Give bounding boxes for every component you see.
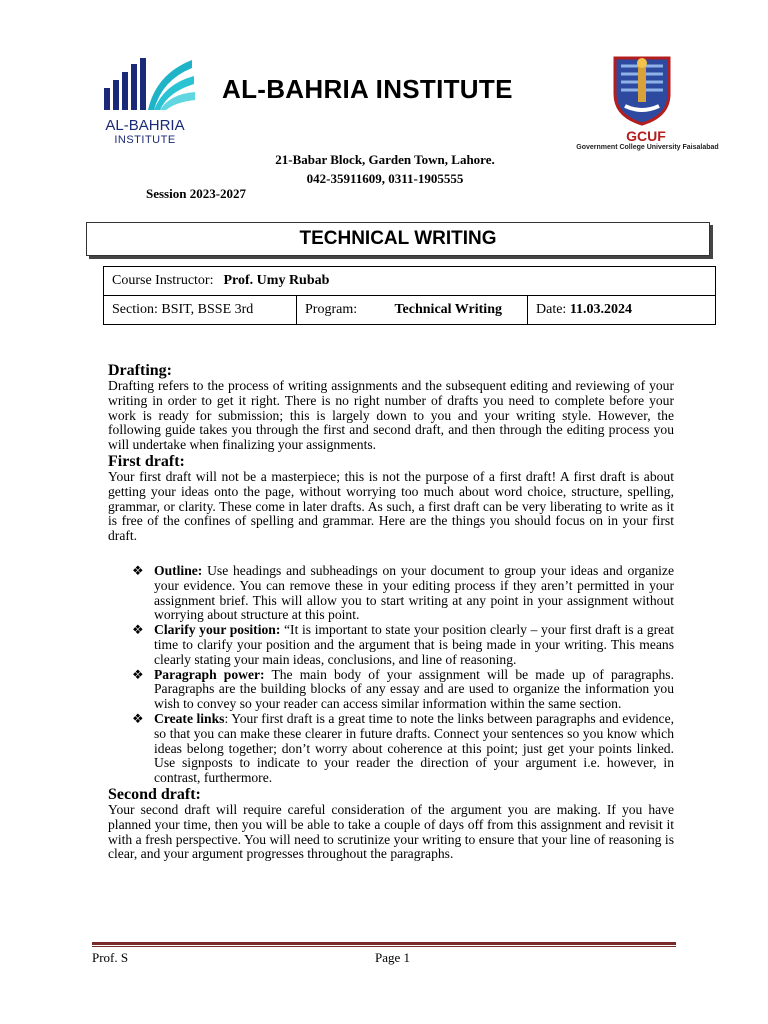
list-item [108,712,674,786]
logo-subtitle: INSTITUTE [114,134,176,146]
university-logo [565,54,730,159]
footer-divider [92,942,676,945]
crest-icon [611,54,673,126]
diamond-bullet-icon: ❖ [132,666,144,682]
footer-divider-thin [92,946,676,947]
diamond-bullet-icon: ❖ [132,710,144,726]
institute-title: AL-BAHRIA INSTITUTE [222,74,513,104]
page-number: Page 1 [375,950,411,965]
date-label: Date: [536,302,567,317]
document-body [108,362,674,862]
bullet-text: Use headings and subheadings on your document to group your ideas and organize your evidence. You can remove these in your editing process if they aren’t permitted in your assignment brief. This will allow you to start writing at any point in your assignment without worrying about structure at this point. [154,562,674,623]
instructor-cell [104,267,716,296]
address-line: 21-Babar Block, Garden Town, Lahore. [275,152,495,167]
program-label: Program: [305,302,358,317]
phone-line: 042-35911609, 0311-1905555 [306,171,464,186]
section-cell [104,296,297,325]
drafting-paragraph: Drafting refers to the process of writing assignments and the subsequent editing and reviewing of your writing in order to get it right. There is no right number of drafts you need to complete before your work is ready for submission; this is largely down to you and your writing style. However, the following guide takes you through the first and second draft, and then through the editing process you will undertake when finalizing your assignments. [108,378,674,453]
bullet-term: Paragraph power: [154,666,265,682]
drafting-heading: Drafting: [108,362,172,379]
book-logo-icon [96,54,196,118]
list-item [108,564,674,623]
table-row [104,296,716,325]
table-row [104,267,716,296]
date-cell [528,296,716,325]
list-item [108,668,674,712]
list-item [108,623,674,667]
first-draft-heading: First draft: [108,452,185,470]
bullet-term: Outline: [154,562,203,578]
university-name: GCUF [626,128,666,144]
diamond-bullet-icon: ❖ [132,562,144,578]
focus-list [108,564,674,786]
second-draft-paragraph: Your second draft will require careful consideration of the argument you are making. If you have planned your time, then you will be able to take a couple of days off from this assignment and revisit it with a fresh perspective. You will need to scrutinize your writing to ensure that your line of reasoning is clear, and your argument progresses throughout the paragraphs. [108,801,674,862]
section-value: Section: BSIT, BSSE 3rd [112,302,254,317]
first-draft-paragraph: Your first draft will not be a masterpiece; this is not the purpose of a first draft! A first draft is about getting your ideas onto the page, without worrying too much about word choice, structure, spelling, grammar, or clarity. These come in later drafts. As such, a first draft can be very liberating to write as it is free of the confines of spelling and grammar. Here are the things you should focus on in your first draft. [108,468,674,544]
bullet-text: The main body of your assignment will be made up of paragraphs. Paragraphs are the building blocks of any essay and are used to organize the information you wish to convey so your reader can access similar information within the same section. [154,666,674,712]
diamond-bullet-icon: ❖ [132,622,144,638]
bullet-text: : Your first draft is a great time to note the links between paragraphs and evidence, so that you can make these clearer in future drafts. Connect your sentences so you know which ideas belong together; don’t worry about coherence at this point; just get your points linked. Use signposts to indicate to your reader the direction of your argument i.e. however, in contrast, furthermore. [154,710,675,786]
session-label: Session 2023-2027 [146,186,247,201]
bullet-text: “It is important to state your position clearly – your first draft is a great time to clarify your position and the argument that is being made in your writing. This means clearly stating your main ideas, conclusions, and line of reasoning. [154,622,675,667]
program-cell [297,296,528,325]
bullet-term: Create links [154,710,225,726]
footer-author: Prof. S [92,950,129,965]
instructor-label: Course Instructor: [112,273,214,288]
address-block [220,150,550,188]
logo-name: AL-BAHRIA [105,117,185,134]
program-value: Technical Writing [394,302,502,317]
bullet-term: Clarify your position: [154,622,281,638]
second-draft-heading: Second draft: [108,785,201,803]
university-fullname: Government College University Faisalabad [576,144,719,151]
institute-logo [90,50,210,175]
instructor-value: Prof. Umy Rubab [223,273,330,288]
course-info-table [103,266,716,325]
course-banner: TECHNICAL WRITING [86,222,710,256]
date-value: 11.03.2024 [569,302,633,317]
